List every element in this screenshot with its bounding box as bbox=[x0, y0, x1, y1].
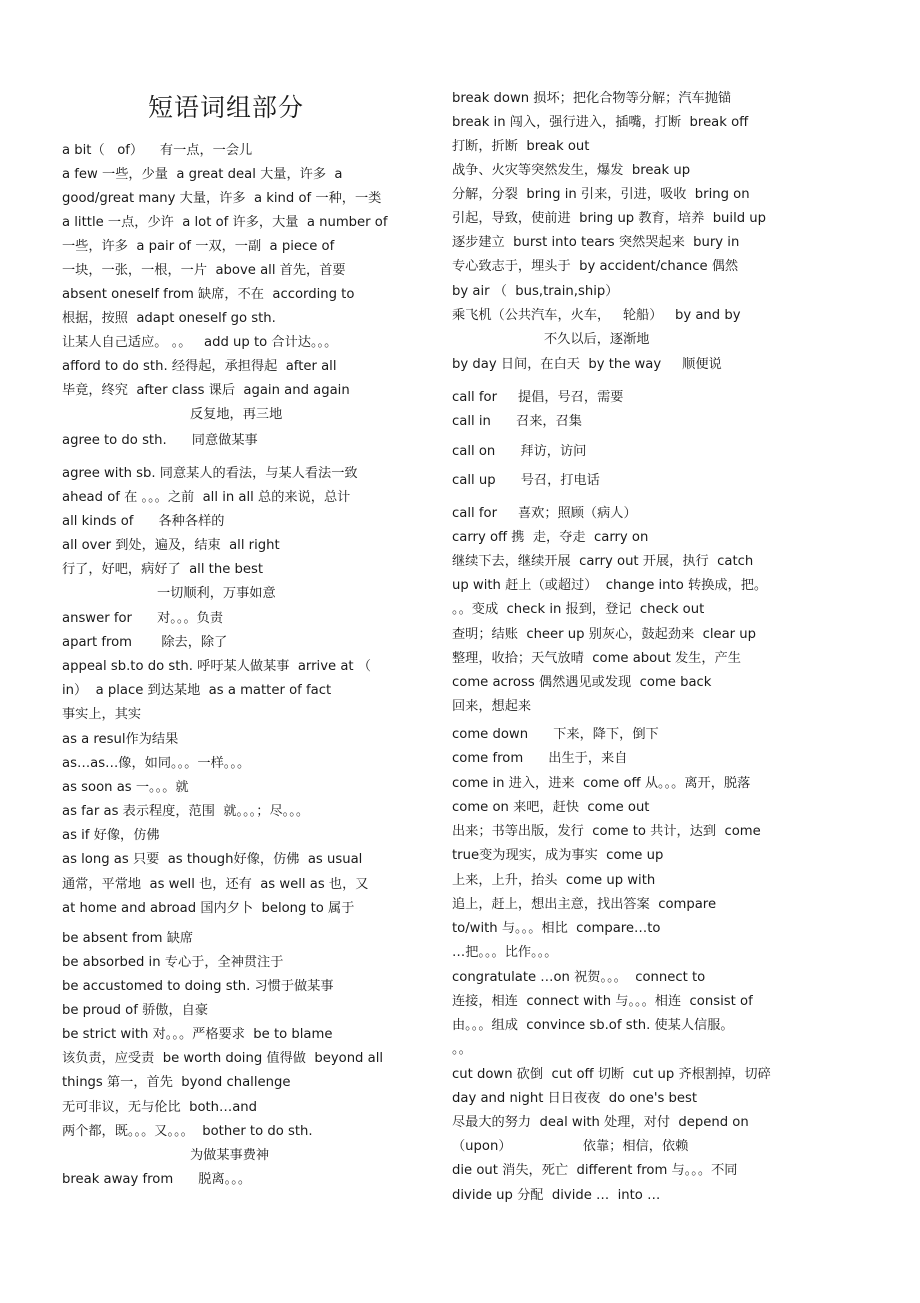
phrase-line: come across 偶然遇见或发现 come back bbox=[452, 675, 712, 690]
phrase-line: come on 来吧，赶快 come out bbox=[452, 800, 650, 815]
phrase-line: as if 好像，仿佛 bbox=[62, 828, 160, 843]
phrase-line: call for 提倡，号召，需要 bbox=[452, 390, 624, 405]
phrase-line: ahead of 在 。。。之前 all in all 总的来说，总计 bbox=[62, 490, 351, 505]
phrase-line: 追上，赶上，想出主意，找出答案 compare bbox=[452, 897, 717, 912]
phrase-line: 行了，好吧，病好了 all the best bbox=[62, 562, 264, 577]
phrase-line: congratulate …on 祝贺。。。 connect to bbox=[452, 970, 706, 985]
phrase-line: 一块，一张，一根，一片 above all 首先，首要 bbox=[62, 263, 346, 278]
phrase-line: 反复地，再三地 bbox=[190, 407, 283, 422]
phrase-line: be strict with 对。。。严格要求 be to blame bbox=[62, 1027, 333, 1042]
phrase-line: 通常，平常地 as well 也，还有 as well as 也，又 bbox=[62, 877, 369, 892]
phrase-line: as soon as 一。。。就 bbox=[62, 780, 189, 795]
phrase-line: break down 损坏；把化合物等分解；汽车抛锚 bbox=[452, 91, 732, 106]
phrase-line: 连接，相连 connect with 与。。。相连 consist of bbox=[452, 994, 753, 1009]
phrase-line: 上来，上升，抬头 come up with bbox=[452, 873, 656, 888]
phrase-line: 两个都，既。。。又。。。 bother to do sth. bbox=[62, 1124, 313, 1139]
phrase-line: 为做某事费神 bbox=[190, 1148, 270, 1163]
phrase-line: at home and abroad 国内夕卜 belong to 属于 bbox=[62, 901, 355, 916]
phrase-line: 根据，按照 adapt oneself go sth. bbox=[62, 311, 276, 326]
phrase-line: 尽最大的努力 deal with 处理，对付 depend on bbox=[452, 1115, 749, 1130]
phrase-line: 毕竟，终究 after class 课后 again and again bbox=[62, 383, 350, 398]
phrase-line: as long as 只要 as though好像，仿佛 as usual bbox=[62, 852, 363, 867]
phrase-line: a little 一点，少许 a lot of 许多，大量 a number of bbox=[62, 215, 388, 230]
phrase-line: up with 赶上（或超过） change into 转换成，把。 bbox=[452, 578, 768, 593]
phrase-line: 不久以后，逐渐地 bbox=[544, 332, 650, 347]
phrase-line: call on 拜访，访问 bbox=[452, 444, 587, 459]
phrase-line: 逐步建立 burst into tears 突然哭起来 bury in bbox=[452, 235, 740, 250]
phrase-line: 。。 bbox=[452, 1042, 472, 1057]
phrase-line: a bit（ of） 有一点，一会儿 bbox=[62, 143, 253, 158]
phrase-line: 一些，许多 a pair of 一双，一副 a piece of bbox=[62, 239, 335, 254]
phrase-line: come in 进入，进来 come off 从。。。离开，脱落 bbox=[452, 776, 751, 791]
phrase-line: 引起，导致，使前进 bring up 教育，培养 build up bbox=[452, 211, 767, 226]
phrase-line: 继续下去，继续开展 carry out 开展，执行 catch bbox=[452, 554, 754, 569]
phrase-line: 。。变成 check in 报到，登记 check out bbox=[452, 602, 705, 617]
phrase-line: 事实上，其实 bbox=[62, 707, 142, 722]
phrase-line: call up 号召，打电话 bbox=[452, 473, 600, 488]
phrase-line: apart from 除去，除了 bbox=[62, 635, 228, 650]
phrase-line: …把。。。比作。。。 bbox=[452, 945, 558, 960]
phrase-line: day and night 日日夜夜 do one's best bbox=[452, 1091, 698, 1106]
phrase-line: 该负责，应受责 be worth doing 值得做 beyond all bbox=[62, 1051, 384, 1066]
phrase-line: 让某人自己适应。 。。 add up to 合计达。。。 bbox=[62, 335, 338, 350]
phrase-line: be absorbed in 专心于，全神贯注于 bbox=[62, 955, 284, 970]
phrase-line: as a resul作为结果 bbox=[62, 732, 179, 747]
phrase-line: break away from 脱离。。。 bbox=[62, 1172, 252, 1187]
phrase-line: 一切顺利，万事如意 bbox=[157, 586, 276, 601]
phrase-line: be proud of 骄傲，自豪 bbox=[62, 1003, 209, 1018]
page-title: 短语词组部分 bbox=[148, 93, 305, 122]
phrase-line: be accustomed to doing sth. 习惯于做某事 bbox=[62, 979, 334, 994]
phrase-line: die out 消失，死亡 different from 与。。。不同 bbox=[452, 1163, 738, 1178]
phrase-line: things 第一，首先 byond challenge bbox=[62, 1075, 291, 1090]
phrase-line: call in 召来，召集 bbox=[452, 414, 582, 429]
phrase-line: 打断，折断 break out bbox=[452, 139, 590, 154]
phrase-line: 出来；书等出版，发行 come to 共计，达到 come bbox=[452, 824, 761, 839]
phrase-line: 由。。。组成 convince sb.of sth. 使某人信服。 bbox=[452, 1018, 734, 1033]
phrase-line: come from 出生于，来自 bbox=[452, 751, 628, 766]
phrase-line: true变为现实，成为事实 come up bbox=[452, 848, 664, 863]
phrase-line: come down 下来，降下，倒下 bbox=[452, 727, 659, 742]
phrase-line: 整理，收拾；天气放晴 come about 发生，产生 bbox=[452, 651, 741, 666]
phrase-line: （upon） 依靠；相信，依赖 bbox=[452, 1139, 689, 1154]
phrase-line: afford to do sth. 经得起，承担得起 after all bbox=[62, 359, 337, 374]
phrase-line: to/with 与。。。相比 compare…to bbox=[452, 921, 661, 936]
phrase-line: cut down 砍倒 cut off 切断 cut up 齐根割掉，切碎 bbox=[452, 1067, 771, 1082]
phrase-line: appeal sb.to do sth. 呼吁某人做某事 arrive at （ bbox=[62, 659, 371, 674]
phrase-line: a few 一些，少量 a great deal 大量，许多 a bbox=[62, 167, 343, 182]
phrase-line: 回来，想起来 bbox=[452, 699, 532, 714]
phrase-line: by day 日间，在白天 by the way 顺便说 bbox=[452, 357, 722, 372]
phrase-line: call for 喜欢；照顾（病人） bbox=[452, 506, 637, 521]
phrase-line: divide up 分配 divide … into … bbox=[452, 1188, 661, 1203]
phrase-line: 无可非议，无与伦比 both…and bbox=[62, 1100, 258, 1115]
phrase-line: carry off 携 走，夺走 carry on bbox=[452, 530, 649, 545]
phrase-line: answer for 对。。。负责 bbox=[62, 611, 224, 626]
phrase-line: as…as…像，如同。。。一样。。。 bbox=[62, 756, 251, 771]
phrase-line: 查明；结账 cheer up 别灰心，鼓起劲来 clear up bbox=[452, 627, 757, 642]
phrase-line: in） a place 到达某地 as a matter of fact bbox=[62, 683, 332, 698]
phrase-line: absent oneself from 缺席，不在 according to bbox=[62, 287, 355, 302]
phrase-line: agree with sb. 同意某人的看法，与某人看法一致 bbox=[62, 466, 358, 481]
phrase-line: 分解，分裂 bring in 引来，引进，吸收 bring on bbox=[452, 187, 750, 202]
phrase-line: 乘飞机（公共汽车，火车， 轮船） by and by bbox=[452, 308, 741, 323]
phrase-line: 专心致志于，埋头于 by accident/chance 偶然 bbox=[452, 259, 739, 274]
phrase-line: all over 到处，遍及，结束 all right bbox=[62, 538, 280, 553]
phrase-line: good/great many 大量，许多 a kind of 一种，一类 bbox=[62, 191, 382, 206]
phrase-line: be absent from 缺席 bbox=[62, 931, 194, 946]
phrase-line: agree to do sth. 同意做某事 bbox=[62, 433, 258, 448]
phrase-line: 战争、火灾等突然发生，爆发 break up bbox=[452, 163, 691, 178]
phrase-line: by air （ bus,train,ship） bbox=[452, 284, 619, 299]
phrase-line: all kinds of 各种各样的 bbox=[62, 514, 225, 529]
phrase-line: break in 闯入，强行进入，插嘴，打断 break off bbox=[452, 115, 749, 130]
phrase-line: as far as 表示程度，范围 就。。。；尽。。。 bbox=[62, 804, 310, 819]
